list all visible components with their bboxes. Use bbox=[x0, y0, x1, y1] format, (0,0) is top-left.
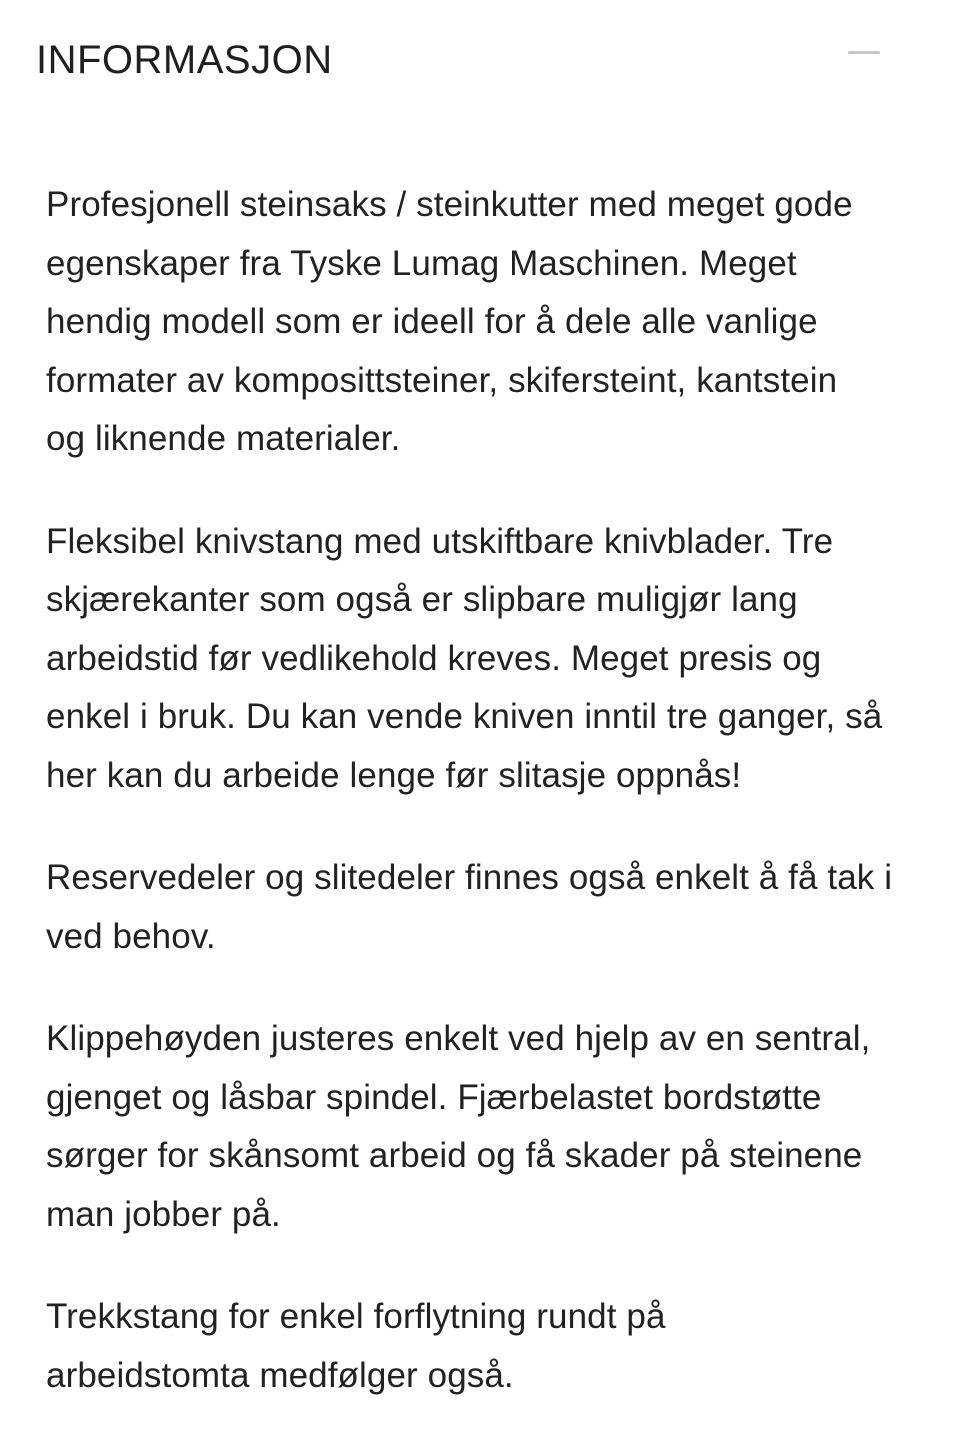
description-paragraph: Trekkstang for enkel forflytning rundt på arbeidstomta medfølger også. bbox=[46, 1297, 666, 1395]
section-title: INFORMASJON bbox=[36, 38, 333, 82]
accordion-header[interactable] bbox=[0, 0, 960, 120]
description-paragraph: Profesjonell steinsaks / steinkutter med meget gode egenskaper fra Tyske Lumag Maschinen. Meget hendig modell som er ideell for å dele alle vanlige formater av komposittsteiner, skifersteint, kantstein og liknende materialer. bbox=[46, 185, 853, 458]
collapse-button[interactable] bbox=[840, 36, 888, 72]
description-paragraph: Fleksibel knivstang med utskiftbare knivblader. Tre skjærekanter som også er slipbare muligjør lang arbeidstid før vedlikehold kreves. Meget presis og enkel i bruk. Du kan vende kniven inntil tre ganger, så her kan du arbeide lenge før slitasje oppnås! bbox=[46, 521, 883, 795]
description-paragraph: Klippehøyden justeres enkelt ved hjelp av en sentral, gjenget og låsbar spindel. Fjærbelastet bordstøtte sørger for skånsomt arbeid og få skader på steinene man jobber på. bbox=[46, 1019, 871, 1234]
description-paragraph: Reservedeler og slitedeler finnes også enkelt å få tak i ved behov. bbox=[46, 858, 893, 956]
accordion-content bbox=[46, 176, 926, 1449]
minus-icon bbox=[848, 51, 880, 54]
